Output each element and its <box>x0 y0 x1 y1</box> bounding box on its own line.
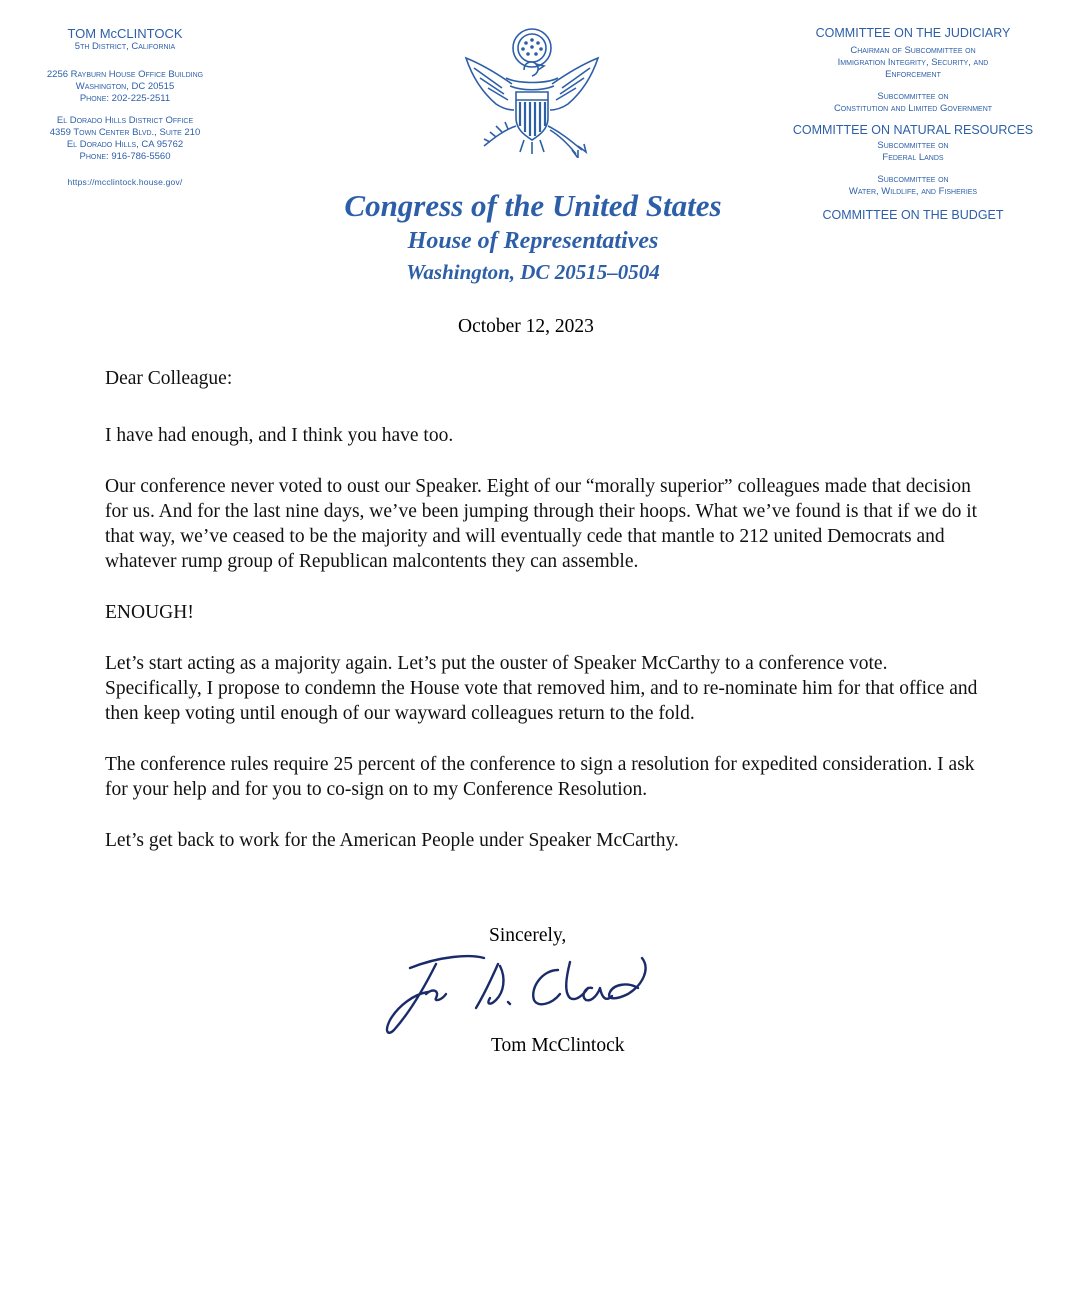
dc-office-phone: Phone: 202-225-2511 <box>79 93 171 104</box>
closing: Sincerely, <box>489 925 567 946</box>
judiciary-sub1-line2: Immigration Integrity, Security, and <box>837 57 989 68</box>
body-paragraph: Let’s start acting as a majority again. Let’s put the ouster of Speaker McCarthy to a conference vote. Specifically, I propose to condemn the House vote that removed him, and to re-nominate him for that office and then keep voting until enough of our wayward colleagues return to the fold. <box>105 653 978 724</box>
judiciary-sub1-line1: Chairman of Subcommittee on <box>850 45 976 56</box>
judiciary-sub1-line3: Enforcement <box>885 69 941 80</box>
dc-office-line2: Washington, DC 20515 <box>75 81 175 92</box>
letter-body <box>105 366 985 879</box>
nr-sub2-line2: Water, Wildlife, and Fisheries <box>848 186 978 197</box>
salutation: Dear Colleague: <box>105 368 233 389</box>
body-paragraph: Our conference never voted to oust our Speaker. Eight of our “morally superior” colleagues made that decision for us. And for the last nine days, we’ve been jumping through their hoops. What we’ve found is that if we do it that way, we’ve ceased to be the majority and will eventually cede that mantle to 212 united Democrats and whatever rump group of Republican malcontents they can assemble. <box>105 476 978 572</box>
judiciary-sub2-line1: Subcommittee on <box>877 91 949 102</box>
committee-block <box>778 26 1048 223</box>
nr-sub2-line1: Subcommittee on <box>877 174 949 185</box>
committee-natural-resources: COMMITTEE ON NATURAL RESOURCES <box>792 123 1034 137</box>
member-district: 5th District, California <box>74 41 176 52</box>
body-paragraph: Let’s get back to work for the American People under Speaker McCarthy. <box>105 830 679 851</box>
house-title: House of Representatives <box>407 228 659 254</box>
washington-address: Washington, DC 20515–0504 <box>406 260 660 284</box>
signature-icon <box>380 948 670 1038</box>
signer-name: Tom McClintock <box>491 1035 625 1056</box>
letter-date: October 12, 2023 <box>458 316 594 337</box>
committee-budget: COMMITTEE ON THE BUDGET <box>822 208 1004 222</box>
congress-title: Congress of the United States <box>344 188 722 223</box>
district-office-line2: 4359 Town Center Blvd., Suite 210 <box>49 127 201 138</box>
member-name: TOM McCLINTOCK <box>67 26 183 41</box>
district-office-line1: El Dorado Hills District Office <box>56 115 194 126</box>
judiciary-sub2-line2: Constitution and Limited Government <box>833 103 993 114</box>
district-office-line3: El Dorado Hills, CA 95762 <box>66 139 184 150</box>
office-title-block <box>300 186 766 288</box>
committee-judiciary: COMMITTEE ON THE JUDICIARY <box>815 26 1011 40</box>
dc-office-line1: 2256 Rayburn House Office Building <box>46 69 204 80</box>
body-paragraph: I have had enough, and I think you have too. <box>105 425 454 446</box>
member-contact-block <box>20 26 230 187</box>
website-link[interactable]: https://mcclintock.house.gov/ <box>67 177 183 187</box>
nr-sub1-line1: Subcommittee on <box>877 140 949 151</box>
body-paragraph: The conference rules require 25 percent of the conference to sign a resolution for expedited consideration. I ask for your help and for you to co-sign on to my Conference Resolution. <box>105 754 975 800</box>
body-paragraph: ENOUGH! <box>105 602 194 623</box>
great-seal-icon <box>462 26 602 158</box>
nr-sub1-line2: Federal Lands <box>882 152 944 163</box>
district-office-phone: Phone: 916-786-5560 <box>79 151 171 162</box>
